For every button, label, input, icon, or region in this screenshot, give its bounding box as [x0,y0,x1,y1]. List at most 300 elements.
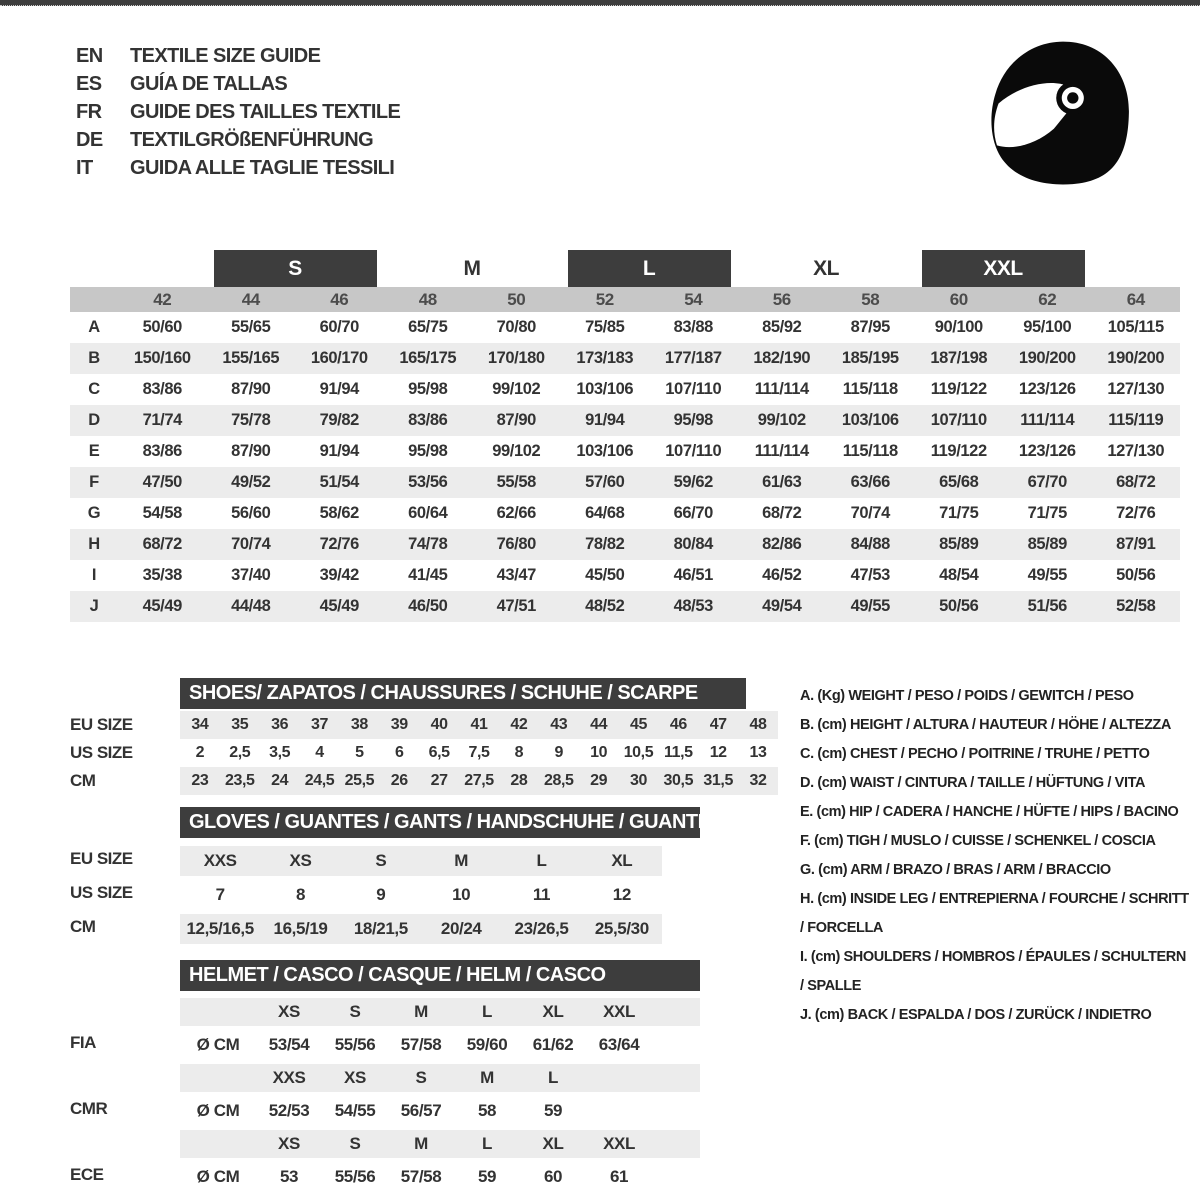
measurement-value: 99/102 [492,442,541,460]
measurement-value: 59/62 [673,473,713,491]
helmet-size-label [586,1064,652,1092]
textile-row [70,312,1180,343]
measurement-value: 83/86 [142,380,182,398]
measurement-value: 150/160 [133,349,191,367]
measurement-value: 111/114 [754,442,809,460]
measurement-value: 187/198 [930,349,988,367]
measurement-value: 165/175 [399,349,457,367]
measurement-value: 45/50 [585,566,625,584]
measurement-value: 85/89 [939,535,979,553]
legend-item: E. (cm) HIP / CADERA / HANCHE / HÜFTE / HIPS / BACINO [800,804,1179,820]
measurement-value: 72/76 [319,535,359,553]
measurement-value: 87/91 [1116,535,1156,553]
shoes-section [70,678,790,795]
measurement-value: 83/86 [408,411,448,429]
measurement-value: 99/102 [492,380,541,398]
language-code: IT [76,156,93,179]
measurement-value: 83/86 [142,442,182,460]
helmet-size-header-row [70,993,790,1026]
numeric-size-label: 46 [330,289,349,309]
legend-item: B. (cm) HEIGHT / ALTURA / HAUTEUR / HÖHE / ALTEZZA [800,717,1171,733]
helmet-size-value: 55/56 [334,1167,376,1186]
measurement-value: 55/58 [496,473,536,491]
measurement-value: 50/56 [1116,566,1156,584]
measurement-value: 46/50 [408,597,448,615]
measurement-value: 75/85 [585,318,625,336]
measurement-value: 41/45 [408,566,448,584]
size-value: 4 [315,744,324,761]
size-value: 28,5 [543,772,574,789]
size-cells [180,880,662,910]
size-value: 41 [470,716,488,733]
helmet-size-label: L [548,1068,558,1087]
language-title: GUIDE DES TAILLES TEXTILE [130,100,401,123]
measurement-value: 49/52 [231,473,271,491]
measurement-value: 52/58 [1116,597,1156,615]
helmet-size-label: S [415,1068,427,1087]
textile-size-table [70,250,1180,622]
size-value: 48 [749,716,767,733]
numeric-size-label: 42 [153,289,172,309]
size-value: 24,5 [304,772,335,789]
measurement-value: 173/183 [576,349,634,367]
size-value: L [536,851,547,870]
row-label: US SIZE [70,883,133,902]
helmet-size-label: XXS [272,1068,306,1087]
size-value: 11 [532,885,551,904]
unit-spacer [180,1064,256,1092]
size-value: 28 [510,772,528,789]
measurement-value: 68/72 [142,535,182,553]
measurement-value: 111/114 [754,380,809,398]
measurement-legend [800,682,1192,1030]
helmet-size-cells [180,1130,700,1158]
helmet-size-value: 53 [279,1167,299,1186]
measurement-value: 75/78 [231,411,271,429]
measurement-value: 35/38 [142,566,182,584]
numeric-size-label: 44 [241,289,260,309]
measurement-value: 44/48 [231,597,271,615]
legend-item: I. (cm) SHOULDERS / HOMBROS / ÉPAULES / SCHULTERN / SPALLE [800,949,1186,994]
measurement-value: 87/90 [496,411,536,429]
row-label: EU SIZE [70,849,133,868]
size-value: 23,5 [225,772,255,789]
measurement-value: 90/100 [934,318,983,336]
measurement-value: 83/88 [673,318,713,336]
language-title: TEXTILGRÖßENFÜHRUNG [130,128,374,151]
legend-item: C. (cm) CHEST / PECHO / POITRINE / TRUHE / PETTO [800,746,1150,762]
section-label-spacer [70,678,180,711]
measurement-value: 68/72 [762,504,802,522]
measurement-value: 78/82 [585,535,625,553]
measurement-value: 61/63 [762,473,802,491]
helmet-size-value: 57/58 [400,1167,442,1186]
size-value: 34 [191,716,209,733]
size-value: 25,5 [344,772,375,789]
textile-row [70,529,1180,560]
measurement-value: 54/58 [142,504,182,522]
measurement-value: 185/195 [841,349,899,367]
size-value: XS [289,851,312,870]
helmet-size-value: 55/56 [334,1035,376,1054]
measurement-value: 71/75 [1027,504,1067,522]
measurement-value: 45/49 [319,597,359,615]
measurement-value: 107/110 [665,380,722,398]
size-band [70,287,1180,312]
textile-row [70,560,1180,591]
helmet-size-cells [180,1064,700,1092]
helmet-size-value: 59/60 [466,1035,508,1054]
measurement-value: 65/68 [939,473,979,491]
size-band-spacer [70,287,118,312]
legend-item: D. (cm) WAIST / CINTURA / TAILLE / HÜFTUNG / VITA [800,775,1146,791]
measurement-value: 115/119 [1108,411,1164,429]
row-letter: A [88,318,100,336]
language-row [76,42,400,70]
measurement-value: 70/80 [496,318,536,336]
textile-row [70,405,1180,436]
section-header-row [70,678,790,711]
legend-item: J. (cm) BACK / ESPALDA / DOS / ZURÜCK / INDIETRO [800,1007,1152,1023]
helmet-size-label: XS [278,1134,300,1153]
textile-row [70,467,1180,498]
helmet-size-value: 58 [477,1101,497,1120]
size-value: 39 [390,716,408,733]
measurement-value: 119/122 [930,380,987,398]
textile-row [70,436,1180,467]
size-value: 16,5/19 [273,919,328,938]
helmet-size-value: 63/64 [598,1035,640,1054]
row-letter: I [91,566,97,584]
legend-item: H. (cm) INSIDE LEG / ENTREPIERNA / FOURCHE / SCHRITT / FORCELLA [800,891,1189,936]
helmet-size-label: XL [542,1134,564,1153]
helmet-size-label: M [480,1068,494,1087]
size-value: 30,5 [663,772,694,789]
row-letter: J [89,597,99,615]
row-label-spacer [70,993,180,1026]
size-value: 10 [452,885,471,904]
size-value: 44 [590,716,608,733]
helmet-value-row [70,1092,790,1125]
size-value: 25,5/30 [594,919,649,938]
size-value: 37 [311,716,329,733]
size-value: 26 [390,772,408,789]
textile-row [70,498,1180,529]
measurement-value: 46/51 [673,566,713,584]
standard-label: CMR [70,1098,108,1118]
language-code: FR [76,100,102,123]
language-code: EN [76,44,103,67]
helmet-size-value: 61/62 [532,1035,574,1054]
row-letter: E [88,442,100,460]
measurement-value: 60/70 [319,318,359,336]
size-value: 23/26,5 [514,919,569,938]
legend-item: F. (cm) TIGH / MUSLO / CUISSE / SCHENKEL / COSCIA [800,833,1156,849]
measurement-value: 107/110 [930,411,987,429]
row-label-spacer [70,1125,180,1158]
helmet-size-header-row [70,1059,790,1092]
helmet-value-row [70,1026,790,1059]
top-border-strip [0,0,1200,6]
measurement-value: 48/54 [939,566,979,584]
language-code: ES [76,72,102,95]
language-row [76,126,400,154]
row-letter: H [88,535,100,553]
size-value: 2,5 [229,744,251,761]
measurement-value: 71/75 [939,504,979,522]
helmet-size-value: 53/54 [268,1035,310,1054]
language-title: TEXTILE SIZE GUIDE [130,44,321,67]
measurement-value: 87/90 [231,442,271,460]
measurement-value: 95/98 [408,442,448,460]
size-group-label: M [463,256,481,280]
accessory-tables [70,678,790,1191]
size-value: 24 [271,772,289,789]
size-value: 8 [295,885,306,904]
measurement-value: 50/56 [939,597,979,615]
measurement-value: 160/170 [310,349,368,367]
row-letter: D [88,411,100,429]
helmet-size-label: L [482,1002,492,1021]
measurement-value: 95/100 [1023,318,1072,336]
measurement-value: 48/53 [673,597,713,615]
row-label: US SIZE [70,743,133,762]
measurement-value: 71/74 [142,411,182,429]
size-value: 47 [709,716,727,733]
measurement-value: 70/74 [231,535,271,553]
measurement-value: 64/68 [585,504,625,522]
helmet-value-row [70,1158,790,1191]
measurement-value: 190/200 [1018,349,1076,367]
section-data-row [70,842,790,876]
size-value: 3,5 [269,744,291,761]
size-value: 32 [749,772,767,789]
size-group-row [70,250,1180,287]
textile-row [70,591,1180,622]
measurement-value: 56/60 [231,504,271,522]
size-value: 43 [550,716,568,733]
language-row [76,70,400,98]
measurement-value: 66/70 [673,504,713,522]
row-label: CM [70,771,96,790]
helmet-size-value: 52/53 [268,1101,310,1120]
helmet-size-label: XXL [603,1002,635,1021]
helmet-size-value: 54/55 [334,1101,376,1120]
measurement-value: 46/52 [762,566,802,584]
measurement-value: 95/98 [673,411,713,429]
measurement-value: 155/165 [222,349,280,367]
measurement-value: 47/53 [850,566,890,584]
measurement-value: 65/75 [408,318,448,336]
unit-label: Ø CM [196,1035,240,1054]
measurement-value: 123/126 [1018,442,1076,460]
numeric-size-label: 54 [684,289,703,309]
language-row [76,154,400,182]
legend-item: G. (cm) ARM / BRAZO / BRAS / ARM / BRACCIO [800,862,1111,878]
size-value: 9 [376,885,386,904]
helmet-size-value: 59 [543,1101,563,1120]
size-value: 5 [355,744,364,761]
size-value: 27 [430,772,448,789]
helmet-size-value: 60 [543,1167,563,1186]
measurement-value: 170/180 [487,349,545,367]
measurement-value: 37/40 [231,566,271,584]
language-title-list [76,42,400,182]
size-value: XXS [203,851,237,870]
size-group-label: XL [813,256,839,280]
measurement-value: 48/52 [585,597,625,615]
row-letter: B [88,349,100,367]
measurement-value: 39/42 [319,566,359,584]
size-value: XL [611,851,633,870]
size-cells [180,711,778,739]
helmet-value-cells [180,1097,700,1125]
measurement-value: 62/66 [496,504,536,522]
measurement-value: 57/60 [585,473,625,491]
standard-label: ECE [70,1164,104,1184]
section-data-row [70,711,790,739]
size-cells [180,767,778,795]
helmet-size-value: 59 [477,1167,497,1186]
measurement-value: 49/55 [850,597,890,615]
size-value: 29 [590,772,608,789]
size-value: 12,5/16,5 [186,919,254,938]
measurement-value: 47/51 [496,597,536,615]
measurement-value: 72/76 [1116,504,1156,522]
numeric-size-label: 64 [1126,289,1145,309]
size-value: 36 [271,716,289,733]
size-value: 7 [215,885,225,904]
measurement-value: 119/122 [930,442,987,460]
section-data-row [70,767,790,795]
size-value: 6 [395,744,404,761]
size-cells [180,846,662,876]
measurement-value: 50/60 [142,318,182,336]
measurement-value: 80/84 [673,535,713,553]
measurement-value: 91/94 [585,411,625,429]
measurement-value: 43/47 [496,566,536,584]
measurement-value: 127/130 [1107,442,1165,460]
helmet-size-value [586,1097,652,1125]
numeric-size-label: 56 [772,289,791,309]
section-title: SHOES/ ZAPATOS / CHAUSSURES / SCHUHE / SCARPE [180,678,746,709]
size-group-label: XXL [922,250,1085,287]
helmet-size-label: M [414,1002,428,1021]
measurement-value: 51/54 [319,473,359,491]
measurement-value: 115/118 [842,442,898,460]
size-value: M [454,851,469,870]
row-label: EU SIZE [70,715,133,734]
measurement-value: 53/56 [408,473,448,491]
numeric-size-label: 58 [861,289,880,309]
measurement-value: 84/88 [850,535,890,553]
measurement-value: 127/130 [1107,380,1165,398]
size-value: 8 [514,744,524,761]
size-value: 13 [749,744,767,761]
section-title: GLOVES / GUANTES / GANTS / HANDSCHUHE / GUANTI [180,807,700,838]
size-value: 23 [191,772,209,789]
unit-label: Ø CM [196,1101,240,1120]
helmet-section [70,944,790,1191]
measurement-value: 58/62 [319,504,359,522]
measurement-value: 47/50 [142,473,182,491]
gloves-section [70,795,790,944]
helmet-value-cells [180,1163,700,1191]
measurement-value: 63/66 [850,473,890,491]
measurement-value: 99/102 [757,411,806,429]
helmet-size-label: M [414,1134,428,1153]
measurement-value: 123/126 [1018,380,1076,398]
helmet-size-label: XS [344,1068,366,1087]
size-value: 20/24 [440,919,482,938]
size-value: 27,5 [464,772,494,789]
measurement-value: 49/55 [1027,566,1067,584]
measurement-value: 49/54 [762,597,802,615]
measurement-value: 51/56 [1027,597,1067,615]
textile-row [70,374,1180,405]
size-value: 46 [669,716,687,733]
measurement-value: 107/110 [665,442,722,460]
textile-rows [70,312,1180,622]
size-value: 12 [709,744,727,761]
unit-label: Ø CM [196,1167,240,1186]
row-letter: F [89,473,99,491]
row-label: CM [70,917,96,936]
measurement-value: 45/49 [142,597,182,615]
language-title: GUÍA DE TALLAS [130,72,288,95]
measurement-value: 70/74 [850,504,890,522]
racing-helmet-icon [978,34,1136,192]
measurement-value: 87/90 [231,380,271,398]
section-data-row [70,910,790,944]
section-label-spacer [70,795,180,842]
size-value: 38 [350,716,368,733]
measurement-value: 95/98 [408,380,448,398]
size-value: 10 [590,744,608,761]
helmet-size-label: XXL [603,1134,635,1153]
language-code: DE [76,128,103,151]
helmet-icon-svg [978,34,1136,192]
language-row [76,98,400,126]
helmet-size-label: L [482,1134,492,1153]
unit-spacer [180,998,256,1026]
size-value: 45 [629,716,647,733]
size-value: 35 [231,716,249,733]
size-value: 7,5 [468,744,490,761]
size-value: 9 [554,744,563,761]
row-label-spacer [70,1059,180,1092]
helmet-size-value: 61 [609,1167,629,1186]
row-letter: G [87,504,101,522]
numeric-size-label: 52 [595,289,614,309]
helmet-value-cells [180,1031,700,1059]
size-value: 2 [195,744,205,761]
measurement-value: 190/200 [1107,349,1165,367]
size-value: 42 [510,716,528,733]
size-value: 40 [430,716,448,733]
size-value: 31,5 [703,772,733,789]
size-value: 11,5 [663,744,693,761]
measurement-value: 55/65 [231,318,271,336]
helmet-size-label: S [349,1134,361,1153]
measurement-value: 111/114 [1020,411,1075,429]
standard-label: FIA [70,1032,96,1052]
section-title: HELMET / CASCO / CASQUE / HELM / CASCO [180,960,700,991]
numeric-size-label: 60 [949,289,968,309]
size-group-label: L [568,250,731,287]
helmet-size-cells [180,998,700,1026]
unit-spacer [180,1130,256,1158]
